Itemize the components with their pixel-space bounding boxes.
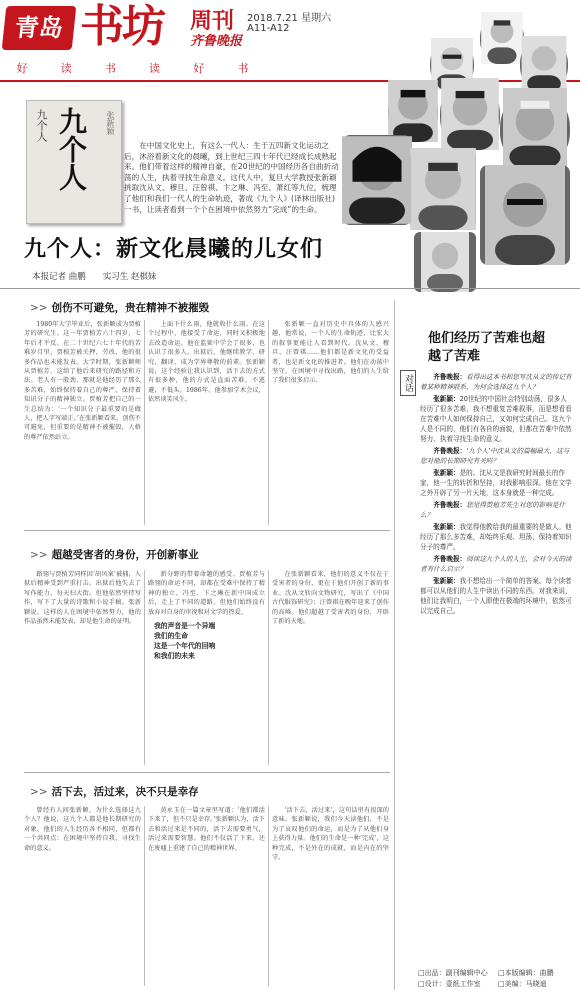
speaker-label: 齐鲁晚报： xyxy=(433,555,467,563)
issue-date: 2018.7.21 星期六 xyxy=(247,13,332,24)
column-rule xyxy=(144,806,145,986)
interview-text: 20世纪的中国社会特别动荡，很多人经历了很多苦难，我不想重复苦难叙事，而是想看看在苦难中人如何保持自己，又如何完成自己。这九个人是不同的，他们有各自的面貌，但都在苦难中依然努力，执着寻找生命的意义。 xyxy=(420,395,572,443)
weekly-label: 周刊 xyxy=(190,9,235,34)
face-portrait-icon xyxy=(414,232,476,292)
cover-author: 张新颖 xyxy=(106,111,115,135)
speaker-label: 张新颖： xyxy=(433,523,460,531)
column-rule xyxy=(144,570,145,765)
portrait-photo xyxy=(520,36,568,92)
column-rule xyxy=(394,300,395,990)
speaker-label: 张新颖： xyxy=(433,577,460,585)
section-heading-text: 活下去，活过来，决不只是幸存 xyxy=(51,786,199,798)
arrow-icon: >> xyxy=(30,302,48,314)
poem-line: 我们的生命 xyxy=(154,632,188,641)
portrait-photo xyxy=(480,12,524,64)
page-numbers: A11-A12 xyxy=(247,23,290,34)
interview-paragraph xyxy=(420,372,572,392)
portrait-photo xyxy=(500,88,570,168)
interview-text: 您觉得贾植芳先生对您的影响是什么？ xyxy=(420,501,566,519)
speaker-label: 张新颖： xyxy=(433,395,460,403)
divider xyxy=(0,288,580,289)
body-text: 1980年大学毕业后，张新颖成为贾植芳的研究生。这一年贾植芳六十四岁，七年后才平反。在二十世纪六七十年代的苦难岁月里，贾植芳被关押，劳改，他的很多作品也未能发表。大学时期，张新颖师从贾植芳，这给了他后来研究的路径和方法。老人有一股劲，那就是他经历了那么多苦难，始终保持着自己的尊严，保持着知识分子的精神独立。贾植芳把自己的一生总结为：‘一个知识分子最重要的是做人，把人字写端正。’在张新颖看来，创伤不可避免，但重要的是精神不被摧毁，人格的尊严依然站立。 xyxy=(24,321,141,441)
interview-text: 看得出这本书和您写沈从文的传记有着某种精神联系，为何会选择这九个人？ xyxy=(420,373,572,391)
interview-paragraph xyxy=(420,446,572,466)
speaker-label: 齐鲁晚报： xyxy=(433,373,467,381)
interview-text: 我觉得他教给我的最重要的是做人。他经历了那么多苦难，却始终乐观、坦荡，保持着知识分子的尊严。 xyxy=(420,523,572,551)
body-column xyxy=(272,570,389,765)
paper-name: 齐鲁晚报 xyxy=(190,34,243,49)
poem-line: 和我们的未来 xyxy=(154,652,195,661)
interview-paragraph xyxy=(420,468,572,498)
interview-text: 我不想给出一个简单的答案。每个读者都可以从他们的人生中读出不同的东西。对我来说，他们让我明白，一个人即使在极端的环境中，依然可以完成自己。 xyxy=(420,577,572,615)
portrait-photo xyxy=(480,165,570,265)
interview-paragraph xyxy=(420,522,572,552)
article-headline: 九个人：新文化晨曦的儿女们 xyxy=(24,237,324,262)
interview-title: 他们经历了苦难也超越了苦难 xyxy=(428,331,546,364)
interview-paragraph xyxy=(420,576,572,616)
face-portrait-icon xyxy=(342,135,412,225)
section-heading xyxy=(30,784,199,799)
credit-line: □出品：副刊编辑中心 xyxy=(418,969,488,977)
cover-left-text: 九个人 xyxy=(35,109,48,142)
interview-paragraph xyxy=(420,394,572,444)
body-column xyxy=(24,320,141,525)
slogan-char: 好 xyxy=(16,62,28,75)
body-text: 新分野的带着命题的感受。贾植芳与路翎的命运不同，却都在受难中保持了精神的独立。冯至、卞之琳在新中国成立后，走上了不同的道路，但他们始终没有放弃对自身的审视和对文学的热爱。 xyxy=(148,571,265,616)
poem-line: 这是一个年代的回响 xyxy=(154,642,216,651)
body-text: 路翎与贾植芳同样因‘胡风案’被捕，入狱后精神受到严重打击。出狱后他失去了写作能力，每天扫大街。但他依然坚持写作，写下了大量的诗歌和小说手稿。张新颖说，这样的人在困境中依然努力，他的作品虽然未能发表，却是他生命的证明。 xyxy=(24,571,141,626)
body-text: 张新颖一直对历史中具体的人感兴趣，他常说，一个人的生命轨迹，比宏大的叙事更能让人看到时代。沈从文、穆旦、汪曾祺……他们都是新文化的受益者，也是新文化的推进者。他们在动荡中坚守，在困境中寻找出路，他们的人生给了我们很多启示。 xyxy=(272,321,389,385)
slogan-char: 读 xyxy=(60,62,72,75)
newspaper-logo: 青岛 xyxy=(2,6,77,50)
body-column xyxy=(148,320,265,525)
section-heading xyxy=(30,547,199,562)
section-heading-text: 创伤不可避免，贵在精神不被摧毁 xyxy=(51,302,210,314)
speaker-label: 张新颖： xyxy=(433,469,460,477)
body-column xyxy=(272,320,389,525)
body-column xyxy=(148,570,265,765)
portrait-photo xyxy=(388,80,438,142)
credits xyxy=(418,968,578,990)
face-portrait-icon xyxy=(500,88,570,168)
face-portrait-icon xyxy=(410,148,476,230)
body-text: 黄永玉在一篇文章里写道：‘他们都活下来了，但不只是幸存。’张新颖认为，活下去和活过来是不同的，活下去需要勇气，活过来需要智慧。他们不仅活了下来，还在废墟上重建了自己的精神世界。 xyxy=(148,807,265,852)
slogan-char: 书 xyxy=(104,62,116,75)
credit-line: □设计：壹纸工作室 xyxy=(418,980,481,988)
book-cover xyxy=(26,100,122,224)
portrait-photo xyxy=(410,148,476,230)
poem-line: 我的声音是一个异端 xyxy=(154,622,216,631)
slogan-char: 书 xyxy=(237,62,249,75)
interview-text: ‘九个人’中沈从文的篇幅最大，这与您对他的长期研究有关吗？ xyxy=(420,447,570,465)
interview-paragraph xyxy=(420,554,572,574)
section-heading-text: 超越受害者的身份，开创新事业 xyxy=(51,549,199,561)
body-text: 上面下什么雨，他就收什么雨。在这个过程中，他接受了命运，同时又积极地去改造命运。他在监狱中学会了很多，也认识了很多人。出狱后，他继续教学、研究、翻译，成为学界尊敬的前辈。张新颖说，这个经验让我认识到，活下去的方式有很多种，他的方式是直面苦难，不逃避，不低头。1986年，他参加学术会议，依然谈笑风生。 xyxy=(148,321,265,404)
masthead-slogan xyxy=(0,60,265,78)
body-column xyxy=(272,806,389,986)
arrow-icon: >> xyxy=(30,549,48,561)
body-column xyxy=(24,570,141,765)
portrait-photo xyxy=(342,135,412,225)
cover-title: 九个人 xyxy=(55,107,88,191)
credit-line: □美编：马晓迪 xyxy=(498,980,547,988)
body-text: ‘活下去，活过来’，这句话里有很深的意味。张新颖说，我们今天读他们，不是为了哀叹他们的命运，而是为了从他们身上获得力量。他们的生命是一种‘完成’，这种完成，不是外在的成就，而是内在的坚守。 xyxy=(272,807,389,862)
body-text: 在张新颖看来，他们的意义不仅在于受害者的身份，更在于他们开创了新的事业。沈从文转向文物研究，写出了《中国古代服饰研究》；汪曾祺在晚年迎来了创作的高峰。他们超越了受害者的身份，开辟了新的天地。 xyxy=(272,571,389,626)
face-portrait-icon xyxy=(480,12,524,64)
speaker-label: 齐鲁晚报： xyxy=(433,447,467,455)
column-rule xyxy=(144,320,145,525)
body-text: 曾经有人问张新颖，为什么选择这九个人？他说，这九个人都是他长期研究的对象，他们的人生经历各不相同，但都有一个共同点：在困境中坚持自我，寻找生命的意义。 xyxy=(24,807,141,852)
column-rule xyxy=(268,806,269,986)
slogan-char: 读 xyxy=(149,62,161,75)
face-portrait-icon xyxy=(440,78,500,150)
column-rule xyxy=(268,570,269,765)
article-byline: 本报记者 曲鹏 实习生 赵棋妹 xyxy=(32,272,157,282)
portrait-photo xyxy=(414,232,476,292)
speaker-label: 齐鲁晚报： xyxy=(433,501,467,509)
arrow-icon: >> xyxy=(30,786,48,798)
body-column xyxy=(148,806,265,986)
intro-paragraph: 在中国文化史上，有这么一代人：生于五四新文化运动之后，沐浴着新文化的晨曦，到上世纪三四十年代已经成长成熟起来。他们带着这样的精神自豪，在20世纪的中国经历各自曲折动荡的人生，执着寻找生命意义。这代人中，复旦大学教授张新颖挑取沈从文、穆旦、汪曾祺、卞之琳、冯至、萧红等九位，梳理了他们和我们一代人的生命轨迹，著成《九个人》(译林出版社)一书，让读者看到一个个在困境中依然努力“完成”的生命。 xyxy=(124,141,339,214)
dialogue-tag: 对话 xyxy=(400,370,416,396)
section-heading xyxy=(30,300,209,315)
column-rule xyxy=(268,320,269,525)
divider xyxy=(24,772,390,773)
poem-excerpt xyxy=(154,621,265,661)
portrait-photo xyxy=(440,78,500,150)
face-portrait-icon xyxy=(480,165,570,265)
interview-text: 是的。沈从文是我研究时间最长的作家，他一生的转折和坚持，对我影响很深。他在文学之外开辟了另一片天地，这本身就是一种完成。 xyxy=(420,469,572,497)
face-portrait-icon xyxy=(520,36,568,92)
divider xyxy=(24,530,390,531)
credit-line: □本版编辑：曲鹏 xyxy=(498,969,554,977)
interview-paragraph xyxy=(420,500,572,520)
section-title: 书坊 xyxy=(80,1,164,52)
interview-body xyxy=(420,372,572,962)
face-portrait-icon xyxy=(388,80,438,142)
interview-text: 阅读这九个人的人生，会对今天的读者有什么启示？ xyxy=(420,555,572,573)
body-column xyxy=(24,806,141,986)
slogan-char: 好 xyxy=(193,62,205,75)
